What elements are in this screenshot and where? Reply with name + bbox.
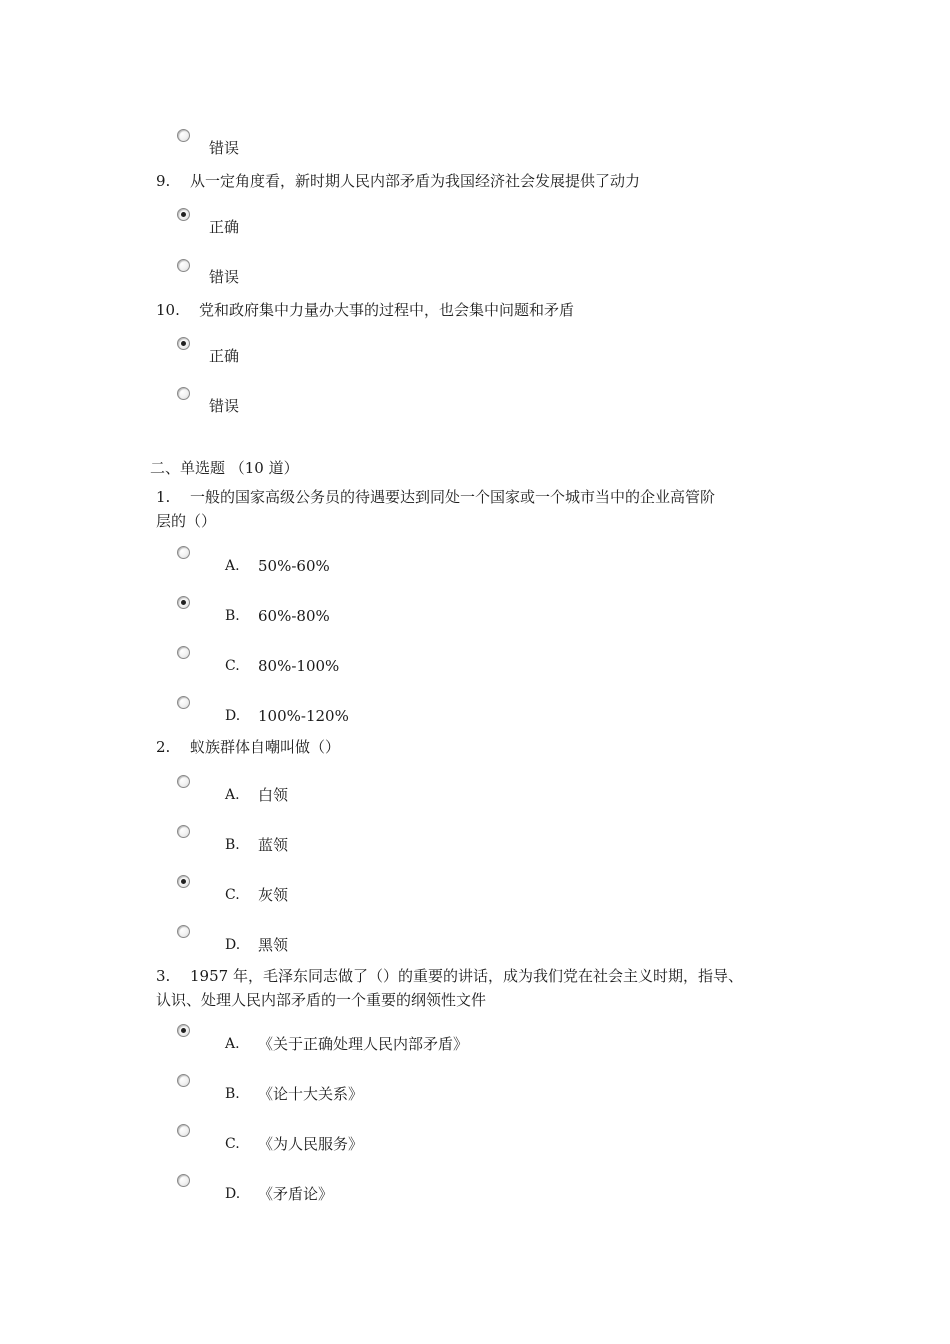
sq3-option-c-radio[interactable] — [177, 1124, 190, 1137]
sq2-option-a-letter: A. — [225, 787, 240, 803]
sq3-text-line2: 认识、处理人民内部矛盾的一个重要的纲领性文件 — [156, 991, 487, 1009]
q9-option-correct-radio[interactable] — [177, 208, 190, 221]
sq1-option-c-letter: C. — [225, 658, 240, 674]
q9-option-correct-label: 正确 — [209, 218, 240, 236]
sq1-text-line1: 一般的国家高级公务员的待遇要达到同处一个国家或一个城市当中的企业高管阶 — [190, 488, 716, 506]
q8-option-wrong-radio[interactable] — [177, 129, 190, 142]
sq2-option-c-letter: C. — [225, 887, 240, 903]
sq1-option-b-text: 60%-80% — [258, 607, 330, 625]
q10-option-wrong-radio[interactable] — [177, 387, 190, 400]
sq3-text-line1: 1957 年，毛泽东同志做了（）的重要的讲话，成为我们党在社会主义时期，指导、 — [190, 967, 743, 985]
sq2-text: 蚁族群体自嘲叫做（） — [190, 738, 341, 756]
sq3-option-c-text: 《为人民服务》 — [258, 1135, 364, 1153]
sq3-option-a-text: 《关于正确处理人民内部矛盾》 — [258, 1035, 469, 1053]
q9-option-wrong-label: 错误 — [209, 268, 240, 286]
sq3-number: 3. — [156, 967, 171, 985]
sq2-option-b-radio[interactable] — [177, 825, 190, 838]
sq2-option-c-radio[interactable] — [177, 875, 190, 888]
sq1-option-a-letter: A. — [225, 558, 240, 574]
q10-text: 党和政府集中力量办大事的过程中，也会集中问题和矛盾 — [199, 301, 575, 319]
sq2-option-d-radio[interactable] — [177, 925, 190, 938]
sq2-option-b-text: 蓝领 — [258, 836, 289, 854]
sq1-option-d-text: 100%-120% — [258, 707, 349, 725]
sq3-option-b-text: 《论十大关系》 — [258, 1085, 364, 1103]
q9-text: 从一定角度看，新时期人民内部矛盾为我国经济社会发展提供了动力 — [190, 172, 641, 190]
sq3-option-b-letter: B. — [225, 1086, 240, 1102]
sq2-option-a-radio[interactable] — [177, 775, 190, 788]
sq3-option-b-radio[interactable] — [177, 1074, 190, 1087]
sq2-number: 2. — [156, 738, 171, 756]
q8-option-wrong-label: 错误 — [209, 139, 240, 157]
sq2-option-d-letter: D. — [225, 937, 241, 953]
section-title: 二、单选题 （10 道） — [150, 459, 299, 477]
sq1-option-a-radio[interactable] — [177, 546, 190, 559]
q10-option-wrong-label: 错误 — [209, 397, 240, 415]
sq1-option-b-radio[interactable] — [177, 596, 190, 609]
q10-option-correct-radio[interactable] — [177, 337, 190, 350]
sq1-option-c-text: 80%-100% — [258, 657, 340, 675]
sq3-option-d-radio[interactable] — [177, 1174, 190, 1187]
q10-option-correct-label: 正确 — [209, 347, 240, 365]
sq3-option-a-radio[interactable] — [177, 1024, 190, 1037]
q9-option-wrong-radio[interactable] — [177, 259, 190, 272]
sq1-option-b-letter: B. — [225, 608, 240, 624]
sq3-option-c-letter: C. — [225, 1136, 240, 1152]
sq1-option-a-text: 50%-60% — [258, 557, 330, 575]
q9-number: 9. — [156, 172, 171, 190]
sq1-number: 1. — [156, 488, 171, 506]
sq1-option-d-letter: D. — [225, 708, 241, 724]
sq2-option-d-text: 黑领 — [258, 936, 289, 954]
sq1-option-c-radio[interactable] — [177, 646, 190, 659]
sq1-text-line2: 层的（） — [156, 512, 217, 530]
sq3-option-d-text: 《矛盾论》 — [258, 1185, 334, 1203]
sq3-option-a-letter: A. — [225, 1036, 240, 1052]
sq2-option-a-text: 白领 — [258, 786, 289, 804]
sq1-option-d-radio[interactable] — [177, 696, 190, 709]
sq2-option-c-text: 灰领 — [258, 886, 289, 904]
sq2-option-b-letter: B. — [225, 837, 240, 853]
sq3-option-d-letter: D. — [225, 1186, 241, 1202]
q10-number: 10. — [156, 301, 180, 319]
